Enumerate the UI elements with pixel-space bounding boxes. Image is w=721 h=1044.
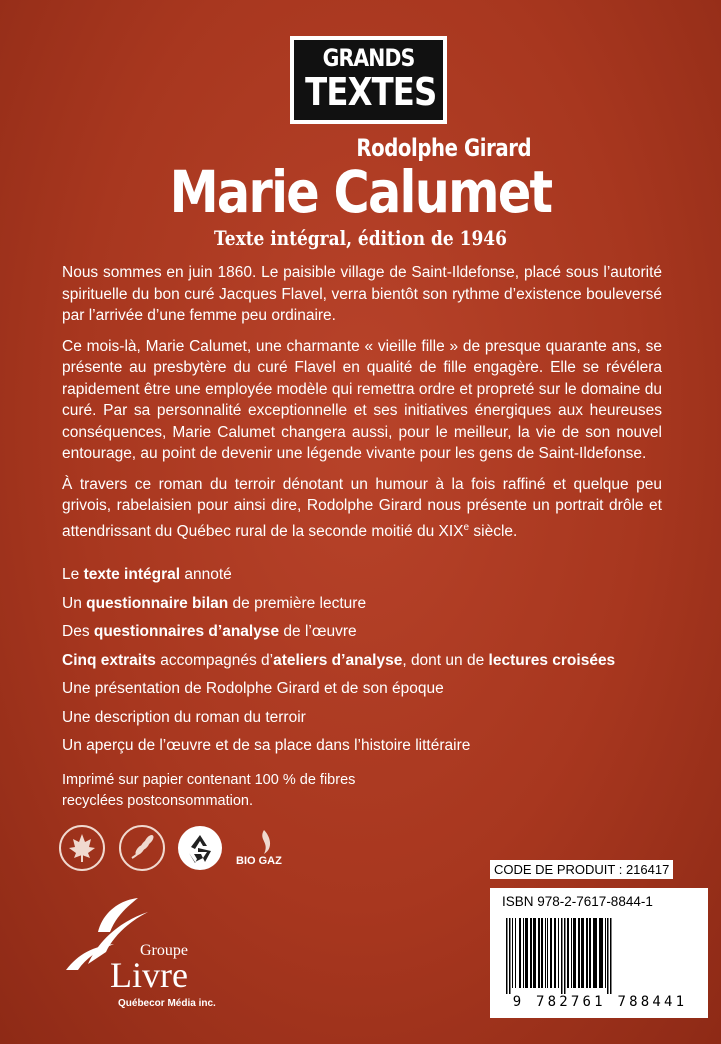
barcode-bar: [595, 918, 597, 988]
barcode-bar: [601, 918, 603, 988]
feature-text: Des: [62, 623, 94, 640]
barcode-bar: [599, 918, 601, 988]
feature-bold-text: Cinq extraits: [62, 651, 156, 669]
summary-paragraph-2: Ce mois-là, Marie Calumet, une charmante « vieille fille » de presque quarante ans, se présente au presbytère du curé Flavel en qualité de fille engagère. Elle se révélera rapidement être une employée modèle qui remettra ordre et propreté sur le domaine du curé. Par sa personnalité exceptionnelle et ses initiatives énergiques aux heureuses conséquences, Marie Calumet changera aussi, pour le meilleur, la vie de son nouvel entourage, au point de devenir une légende vivante pour les gens de Saint-Ildefonse.: [62, 337, 662, 462]
barcode-bar: [554, 918, 556, 988]
recycled-paper-note: [62, 770, 355, 812]
barcode-bar: [610, 918, 612, 994]
feature-bold-text: questionnaires d’analyse: [93, 623, 280, 640]
book-title: Marie Calumet: [169, 158, 552, 226]
barcode-bar: [523, 918, 524, 988]
feature-item: [62, 679, 702, 708]
feature-text: Un: [62, 594, 87, 612]
feature-text: Le: [62, 566, 84, 583]
feature-bold-text: lectures croisées: [488, 651, 616, 669]
feature-item: [62, 622, 702, 651]
barcode-bar: [578, 918, 580, 988]
barcode-bar: [561, 918, 563, 994]
feature-text: Une présentation de Rodolphe Girard et de son époque: [62, 680, 444, 697]
barcode-digits: 9 782761 788441: [512, 994, 688, 1010]
feature-bold-text: ateliers d’analyse: [273, 651, 403, 669]
isbn-number: ISBN 978-2-7617-8844-1: [502, 894, 653, 909]
series-line2: TEXTES: [305, 70, 437, 114]
barcode-bar: [605, 918, 606, 988]
recycle-icon: [176, 824, 224, 872]
recycled-note-line2: recyclées postconsommation.: [62, 793, 253, 809]
author-name: Rodolphe Girard: [356, 134, 531, 162]
barcode-bar: [509, 918, 511, 994]
publisher-groupe: Groupe: [140, 942, 188, 959]
feature-text: de l’œuvre: [279, 623, 357, 640]
feature-item: [62, 708, 702, 737]
barcode-bar: [558, 918, 559, 988]
feature-item: [62, 736, 702, 765]
summary-paragraph-3: À travers ce roman du terroir dénotant un humour à la fois raffiné et quelque peu grivois, rabelaisien pour ainsi dire, Rodolphe Girard nous présente un portrait drôle et attendrissant du Québec rural de la seconde moitié du XIXe siècle.: [62, 475, 662, 540]
feature-text: annoté: [180, 566, 232, 583]
barcode-bar: [512, 918, 513, 988]
isbn-panel: [490, 860, 721, 1020]
publisher-livre: Livre: [110, 955, 188, 995]
feature-text: accompagnés d’: [155, 651, 274, 669]
summary-paragraph-1: Nous sommes en juin 1860. Le paisible village de Saint-Ildefonse, placé sous l’autorité spirituelle du bon curé Jacques Flavel, verra bientôt son rythme d’existence bouleversé par l’arrivée d’une femme peu ordinaire.: [62, 264, 662, 324]
barcode-bar: [607, 918, 609, 994]
series-logo: [290, 36, 447, 124]
barcode-bar: [550, 918, 552, 988]
maple-leaf-icon: [58, 824, 106, 872]
barcode-bar: [519, 918, 521, 988]
eco-logos: [58, 824, 298, 880]
feature-item: [62, 651, 702, 680]
barcode-bar: [541, 918, 543, 988]
series-line1: GRANDS: [322, 44, 415, 72]
feature-text: , dont un de: [402, 651, 489, 669]
barcode-bar: [533, 918, 536, 988]
barcode-bar: [567, 918, 569, 988]
barcode: [502, 918, 698, 994]
feature-bold-text: questionnaire bilan: [86, 594, 229, 612]
barcode-bar: [581, 918, 584, 988]
barcode-bar: [573, 918, 576, 988]
barcode-bar: [506, 918, 508, 994]
barcode-bar: [593, 918, 595, 988]
barcode-bar: [571, 918, 572, 988]
wheat-icon: [118, 824, 166, 872]
barcode-bar: [589, 918, 591, 988]
feature-bold-text: texte intégral: [83, 566, 181, 583]
barcode-bar: [547, 918, 548, 988]
barcode-bar: [538, 918, 540, 988]
barcode-bar: [515, 918, 516, 988]
features-list: [62, 565, 702, 765]
biogaz-label: BIO GAZ: [236, 855, 282, 867]
barcode-bar: [525, 918, 528, 988]
publisher-logo: [58, 892, 218, 1022]
barcode-bar: [530, 918, 532, 988]
biogaz-icon: [236, 824, 296, 872]
back-cover-summary: [62, 262, 662, 551]
recycled-note-line1: Imprimé sur papier contenant 100 % de fibres: [62, 772, 356, 788]
product-code: CODE DE PRODUIT : 216417: [490, 860, 673, 879]
feature-text: de première lecture: [228, 594, 367, 612]
feature-text: Un aperçu de l’œuvre et de sa place dans l’histoire littéraire: [62, 737, 471, 754]
barcode-bar: [564, 918, 566, 994]
feature-item: [62, 565, 702, 594]
barcode-box: [490, 888, 708, 1018]
feature-item: [62, 594, 702, 623]
edition-subtitle: Texte intégral, édition de 1946: [214, 226, 507, 250]
barcode-bar: [545, 918, 546, 988]
barcode-bar: [586, 918, 588, 988]
publisher-company: Québecor Média inc.: [118, 998, 216, 1009]
feature-text: Une description du roman du terroir: [62, 708, 306, 726]
